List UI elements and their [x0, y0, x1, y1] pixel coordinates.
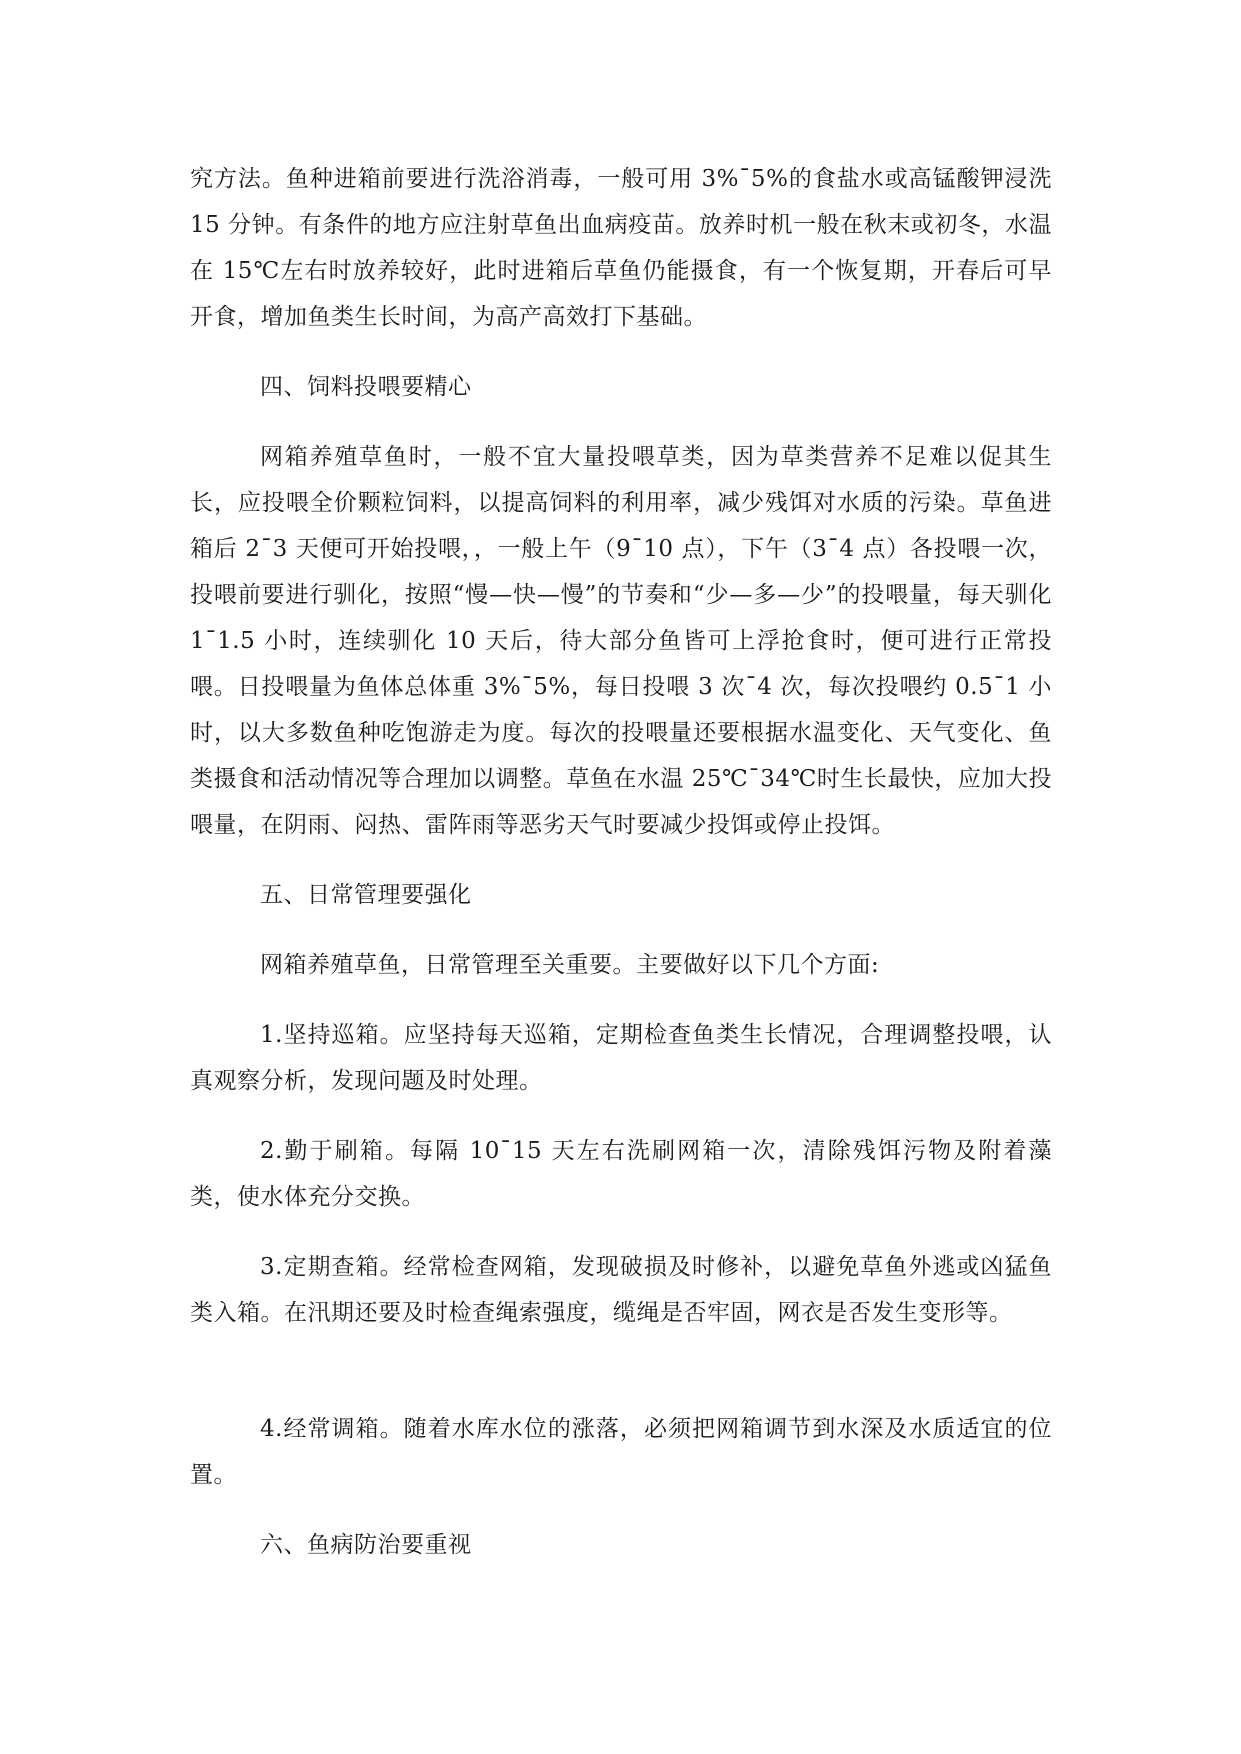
document-body [190, 156, 1052, 1592]
paragraph-patrol: 1.坚持巡箱。应坚持每天巡箱，定期检查鱼类生长情况，合理调整投喂，认真观察分析，发现问题及时处理。 [190, 1022, 1052, 1094]
section-heading-feeding: 四、饲料投喂要精心 [260, 374, 472, 400]
paragraph-adjustment: 4.经常调箱。随着水库水位的涨落，必须把网箱调节到水深及水质适宜的位置。 [190, 1416, 1052, 1488]
section-heading-daily-management: 五、日常管理要强化 [260, 882, 472, 908]
paragraph-inspection: 3.定期查箱。经常检查网箱，发现破损及时修补，以避免草鱼外逃或凶猛鱼类入箱。在汛期还要及时检查绳索强度，缆绳是否牢固，网衣是否发生变形等。 [190, 1254, 1052, 1326]
section-heading-disease-prevention: 六、鱼病防治要重视 [260, 1532, 472, 1558]
paragraph-feeding: 网箱养殖草鱼时，一般不宜大量投喂草类，因为草类营养不足难以促其生长，应投喂全价颗粒饲料，以提高饲料的利用率，减少残饵对水质的污染。草鱼进箱后 2¯3 天便可开始投喂，，一般上午（9¯10 点），下午（3¯4 点）各投喂一次，投喂前要进行驯化，按照“慢—快—慢”的节奏和“少—多—少”的投喂量，每天驯化 1¯1.5 小时，连续驯化 10 天后，待大部分鱼皆可上浮抢食时，便可进行正常投喂。日投喂量为鱼体总体重 3%¯5%，每日投喂 3 次¯4 次，每次投喂约 0.5¯1 小时，以大多数鱼种吃饱游走为度。每次的投喂量还要根据水温变化、天气变化、鱼类摄食和活动情况等合理加以调整。草鱼在水温 25℃¯34℃时生长最快，应加大投喂量，在阴雨、闷热、雷阵雨等恶劣天气时要减少投饵或停止投饵。 [190, 444, 1052, 838]
paragraph-brushing: 2.勤于刷箱。每隔 10¯15 天左右洗刷网箱一次，清除残饵污物及附着藻类，使水体充分交换。 [190, 1138, 1052, 1210]
paragraph-stocking-method: 究方法。鱼种进箱前要进行洗浴消毒，一般可用 3%¯5%的食盐水或高锰酸钾浸洗 15 分钟。有条件的地方应注射草鱼出血病疫苗。放养时机一般在秋末或初冬，水温在 15℃左右时放养较好，此时进箱后草鱼仍能摄食，有一个恢复期，开春后可早开食，增加鱼类生长时间，为高产高效打下基础。 [190, 166, 1052, 330]
paragraph-management-intro: 网箱养殖草鱼，日常管理至关重要。主要做好以下几个方面: [260, 952, 880, 978]
